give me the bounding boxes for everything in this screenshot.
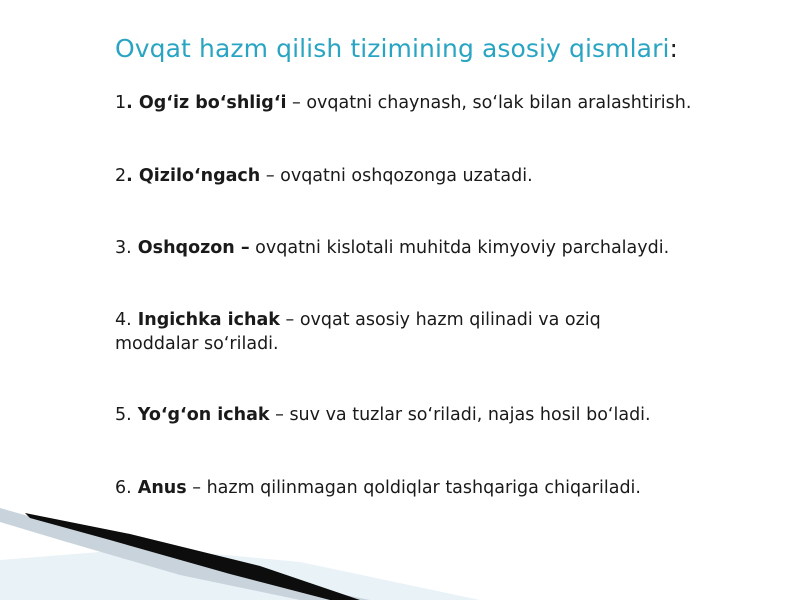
item-term: Qizilo‘ngach [132, 166, 261, 186]
item-term: Ingichka ichak [131, 310, 280, 330]
slide-title-text: Ovqat hazm qilish tizimining asosiy qismlari [115, 34, 670, 63]
item-number: 3. [115, 238, 132, 258]
slide-title [115, 34, 678, 63]
item-description: – hazm qilinmagan qoldiqlar tashqariga chiqariladi. [186, 478, 641, 498]
list-item-5 [115, 403, 755, 427]
item-number: 2 [115, 166, 127, 186]
slide-title-colon: : [669, 34, 679, 63]
item-number: 1 [115, 93, 127, 113]
item-description: – ovqatni oshqozonga uzatadi. [260, 166, 533, 186]
item-description: – ovqat asosiy hazm qilinadi va oziq moddalar so‘riladi. [115, 310, 601, 354]
item-term: Oshqozon – [131, 238, 250, 258]
list-item-3 [115, 236, 755, 260]
item-description: – ovqatni chaynash, so‘lak bilan aralashtirish. [286, 93, 692, 113]
item-description: ovqatni kislotali muhitda kimyoviy parchalaydi. [249, 238, 670, 258]
item-term: Anus [131, 478, 187, 498]
item-term: Og‘iz bo‘shlig‘i [132, 93, 287, 113]
list-item-6 [115, 476, 755, 500]
list-item-4 [115, 308, 675, 356]
item-term: Yo‘g‘on ichak [131, 405, 270, 425]
item-number-suffix: . [126, 166, 133, 186]
list-item-2 [115, 164, 755, 188]
item-number: 6. [115, 478, 132, 498]
item-description: – suv va tuzlar so‘riladi, najas hosil bo‘ladi. [269, 405, 651, 425]
item-number: 5. [115, 405, 132, 425]
item-number-suffix: . [126, 93, 133, 113]
list-item-1 [115, 91, 755, 115]
item-number: 4. [115, 310, 132, 330]
